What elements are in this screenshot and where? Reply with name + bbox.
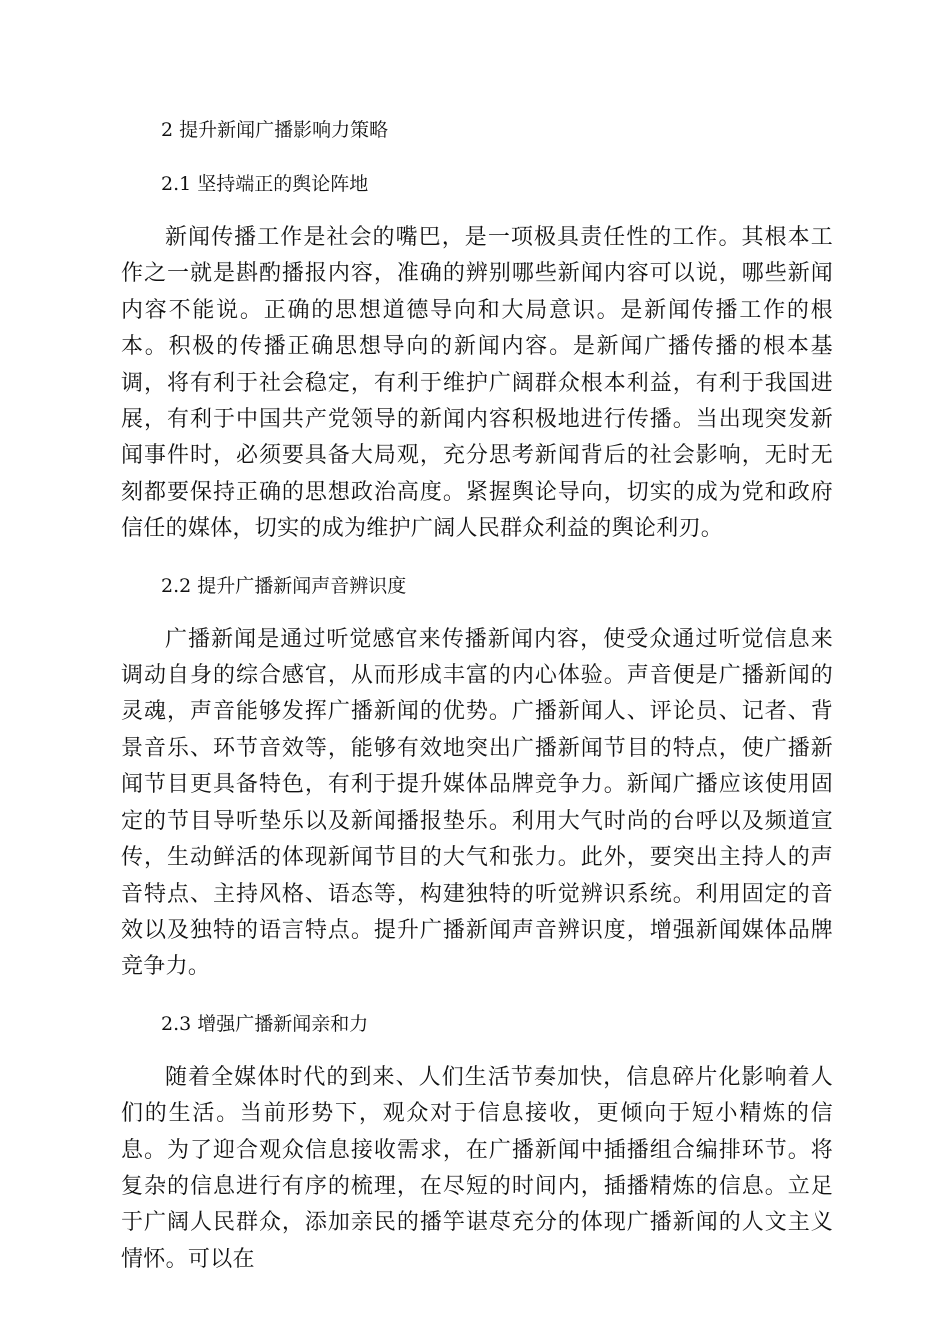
paragraph-2-1: 新闻传播工作是社会的嘴巴，是一项极具责任性的工作。其根本工作之一就是斟酌播报内容，准确的辨别哪些新闻内容可以说，哪些新闻内容不能说。正确的思想道德导向和大局意识。是新闻传播工作的根本。积极的传播正确思想导向的新闻内容。是新闻广播传播的根本基调，将有利于社会稳定，有利于维护广阔群众根本利益，有利于我国进展，有利于中国共产党领导的新闻内容积极地进行传播。当出现突发新闻事件时，必须要具备大局观，充分思考新闻背后的社会影响，无时无刻都要保持正确的思想政治高度。紧握舆论导向，切实的成为党和政府信任的媒体，切实的成为维护广阔人民群众利益的舆论利刃。 <box>121 225 833 542</box>
section-title: 2 提升新闻广播影响力策略 <box>161 119 389 141</box>
subsection-title-2-2: 2.2 提升广播新闻声音辨识度 <box>161 574 407 597</box>
subsection-title-2-1: 2.1 坚持端正的舆论阵地 <box>161 173 369 195</box>
paragraph-2-2: 广播新闻是通过听觉感官来传播新闻内容，使受众通过听觉信息来调动自身的综合感官，从而形成丰富的内心体验。声音便是广播新闻的灵魂，声音能够发挥广播新闻的优势。广播新闻人、评论员、记者、背景音乐、环节音效等，能够有效地突出广播新闻节目的特点，使广播新闻节目更具备特色，有利于提升媒体品牌竞争力。新闻广播应该使用固定的节目导听垫乐以及新闻播报垫乐。利用大气时尚的台呼以及频道宣传，生动鲜活的体现新闻节目的大气和张力。此外，要突出主持人的声音特点、主持风格、语态等，构建独特的听觉辨识系统。利用固定的音效以及独特的语言特点。提升广播新闻声音辨识度，增强新闻媒体品牌竞争力。 <box>121 626 833 980</box>
subsection-title-2-3: 2.3 增强广播新闻亲和力 <box>161 1012 369 1035</box>
paragraph-2-3: 随着全媒体时代的到来、人们生活节奏加快，信息碎片化影响着人们的生活。当前形势下，观众对于信息接收，更倾向于短小精炼的信息。为了迎合观众信息接收需求，在广播新闻中插播组合编排环节。将复杂的信息进行有序的梳理，在尽短的时间内，插播精炼的信息。立足于广阔人民群众，添加亲民的播竽谌荩充分的体现广播新闻的人文主义情怀。可以在 <box>121 1064 833 1272</box>
document-content <box>121 112 833 1298</box>
